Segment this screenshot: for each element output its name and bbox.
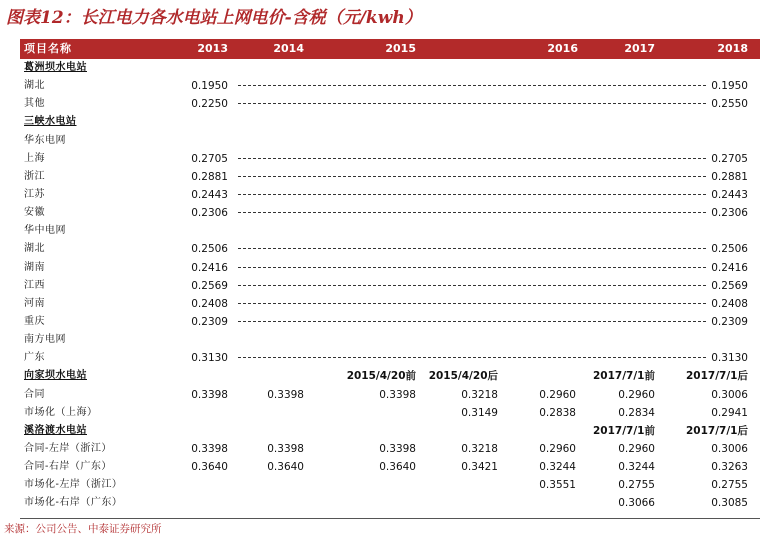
price-2018: 0.2443 <box>711 188 748 201</box>
source-note: 来源：公司公告、中泰证券研究所 <box>4 523 162 535</box>
row-label: 市场化-左岸（浙江） <box>24 479 123 491</box>
unchanged-price-dashed-line <box>238 248 706 249</box>
row-label: 其他 <box>24 98 45 110</box>
row-label: 华东电网 <box>24 134 66 146</box>
period-label: 2015/4/20前 <box>346 370 416 383</box>
table-row <box>20 277 760 295</box>
price-cell: 0.2960 <box>618 388 655 401</box>
price-2013: 0.2881 <box>191 170 228 183</box>
price-cell: 0.3244 <box>539 461 576 474</box>
price-cell: 0.3398 <box>267 442 304 455</box>
row-label: 江西 <box>24 279 45 291</box>
table-row <box>20 440 760 458</box>
price-2013: 0.2705 <box>191 152 228 165</box>
price-2018: 0.2309 <box>711 315 748 328</box>
header-year-2016: 2016 <box>547 42 578 55</box>
period-label: 2017/7/1前 <box>592 424 655 437</box>
table-row <box>20 494 760 512</box>
table-row <box>20 132 760 150</box>
price-2013: 0.2408 <box>191 297 228 310</box>
price-2013: 0.2416 <box>191 261 228 274</box>
price-cell: 0.2755 <box>618 479 655 492</box>
price-2018: 0.2705 <box>711 152 748 165</box>
table-row <box>20 240 760 258</box>
price-cell: 0.3640 <box>379 461 416 474</box>
price-cell: 0.3218 <box>461 442 498 455</box>
price-2018: 0.2506 <box>711 243 748 256</box>
table-row <box>20 222 760 240</box>
section-row <box>20 367 760 385</box>
table-row <box>20 204 760 222</box>
section-row <box>20 422 760 440</box>
price-2013: 0.2309 <box>191 315 228 328</box>
price-cell: 0.3244 <box>618 461 655 474</box>
price-2018: 0.2416 <box>711 261 748 274</box>
table-row <box>20 95 760 113</box>
price-cell: 0.3085 <box>711 497 748 510</box>
unchanged-price-dashed-line <box>238 357 706 358</box>
unchanged-price-dashed-line <box>238 85 706 86</box>
period-label: 2015/4/20后 <box>428 370 498 383</box>
table-row <box>20 331 760 349</box>
row-label: 广东 <box>24 352 45 364</box>
table-row <box>20 349 760 367</box>
unchanged-price-dashed-line <box>238 194 706 195</box>
row-label: 重庆 <box>24 315 45 327</box>
price-cell: 0.3006 <box>711 388 748 401</box>
table-row <box>20 295 760 313</box>
price-cell: 0.3263 <box>711 461 748 474</box>
station-name: 葛洲坝水电站 <box>24 62 87 73</box>
price-cell: 0.2941 <box>711 406 748 419</box>
row-label: 华中电网 <box>24 225 66 237</box>
price-cell: 0.2960 <box>539 388 576 401</box>
table-row <box>20 476 760 494</box>
price-cell: 0.2834 <box>618 406 655 419</box>
price-cell: 0.3640 <box>191 461 228 474</box>
row-label: 河南 <box>24 297 45 309</box>
table-header <box>20 39 760 59</box>
period-label: 2017/7/1后 <box>685 424 748 437</box>
row-label: 上海 <box>24 152 45 164</box>
unchanged-price-dashed-line <box>238 267 706 268</box>
price-2013: 0.2250 <box>191 98 228 111</box>
price-2013: 0.2506 <box>191 243 228 256</box>
price-cell: 0.3066 <box>618 497 655 510</box>
price-cell: 0.3551 <box>539 479 576 492</box>
price-cell: 0.2755 <box>711 479 748 492</box>
unchanged-price-dashed-line <box>238 103 706 104</box>
row-label: 合同-左岸（浙江） <box>24 442 112 454</box>
price-cell: 0.2960 <box>539 442 576 455</box>
price-cell: 0.3421 <box>461 461 498 474</box>
price-2013: 0.2306 <box>191 207 228 220</box>
table-row <box>20 150 760 168</box>
price-2018: 0.1950 <box>711 80 748 93</box>
price-2013: 0.2569 <box>191 279 228 292</box>
period-label: 2017/7/1前 <box>592 370 655 383</box>
price-table-body <box>20 59 760 513</box>
section-row <box>20 113 760 131</box>
row-label: 合同 <box>24 388 45 400</box>
table-row <box>20 458 760 476</box>
unchanged-price-dashed-line <box>238 176 706 177</box>
header-year-2013: 2013 <box>197 42 228 55</box>
price-cell: 0.3398 <box>379 442 416 455</box>
header-year-2014: 2014 <box>273 42 304 55</box>
header-year-2018: 2018 <box>717 42 748 55</box>
price-2018: 0.2550 <box>711 98 748 111</box>
table-row <box>20 386 760 404</box>
row-label: 市场化-右岸（广东） <box>24 497 123 509</box>
price-2013: 0.3130 <box>191 352 228 365</box>
row-label: 湖北 <box>24 80 45 92</box>
row-label: 市场化（上海） <box>24 406 98 418</box>
row-label: 江苏 <box>24 188 45 200</box>
row-label: 湖北 <box>24 243 45 255</box>
price-2018: 0.2306 <box>711 207 748 220</box>
table-row <box>20 404 760 422</box>
price-cell: 0.3398 <box>191 388 228 401</box>
unchanged-price-dashed-line <box>238 303 706 304</box>
row-label: 浙江 <box>24 170 45 182</box>
period-label: 2017/7/1后 <box>685 370 748 383</box>
price-cell: 0.3398 <box>379 388 416 401</box>
table-row <box>20 186 760 204</box>
station-name: 向家坝水电站 <box>24 370 87 382</box>
header-label: 项目名称 <box>24 42 72 55</box>
unchanged-price-dashed-line <box>238 158 706 159</box>
unchanged-price-dashed-line <box>238 285 706 286</box>
price-2018: 0.2408 <box>711 297 748 310</box>
price-2018: 0.2881 <box>711 170 748 183</box>
price-cell: 0.2960 <box>618 442 655 455</box>
price-2013: 0.1950 <box>191 80 228 93</box>
price-2018: 0.2569 <box>711 279 748 292</box>
header-year-2017: 2017 <box>624 42 655 55</box>
price-cell: 0.3218 <box>461 388 498 401</box>
table-bottom-rule <box>20 518 760 519</box>
price-2013: 0.2443 <box>191 188 228 201</box>
station-name: 溪洛渡水电站 <box>24 424 87 436</box>
chart-title: 图表12：长江电力各水电站上网电价-含税（元/kwh） <box>6 8 422 28</box>
station-name: 三峡水电站 <box>24 116 77 128</box>
price-cell: 0.2838 <box>539 406 576 419</box>
price-cell: 0.3006 <box>711 442 748 455</box>
unchanged-price-dashed-line <box>238 212 706 213</box>
row-label: 南方电网 <box>24 334 66 346</box>
table-row <box>20 259 760 277</box>
header-year-2015: 2015 <box>385 42 416 55</box>
price-cell: 0.3149 <box>461 406 498 419</box>
section-row <box>20 59 760 77</box>
price-cell: 0.3398 <box>191 442 228 455</box>
table-row <box>20 313 760 331</box>
price-cell: 0.3398 <box>267 388 304 401</box>
table-row <box>20 168 760 186</box>
unchanged-price-dashed-line <box>238 321 706 322</box>
row-label: 安徽 <box>24 207 45 219</box>
row-label: 合同-右岸（广东） <box>24 461 112 473</box>
row-label: 湖南 <box>24 261 45 273</box>
table-row <box>20 77 760 95</box>
price-cell: 0.3640 <box>267 461 304 474</box>
price-2018: 0.3130 <box>711 352 748 365</box>
